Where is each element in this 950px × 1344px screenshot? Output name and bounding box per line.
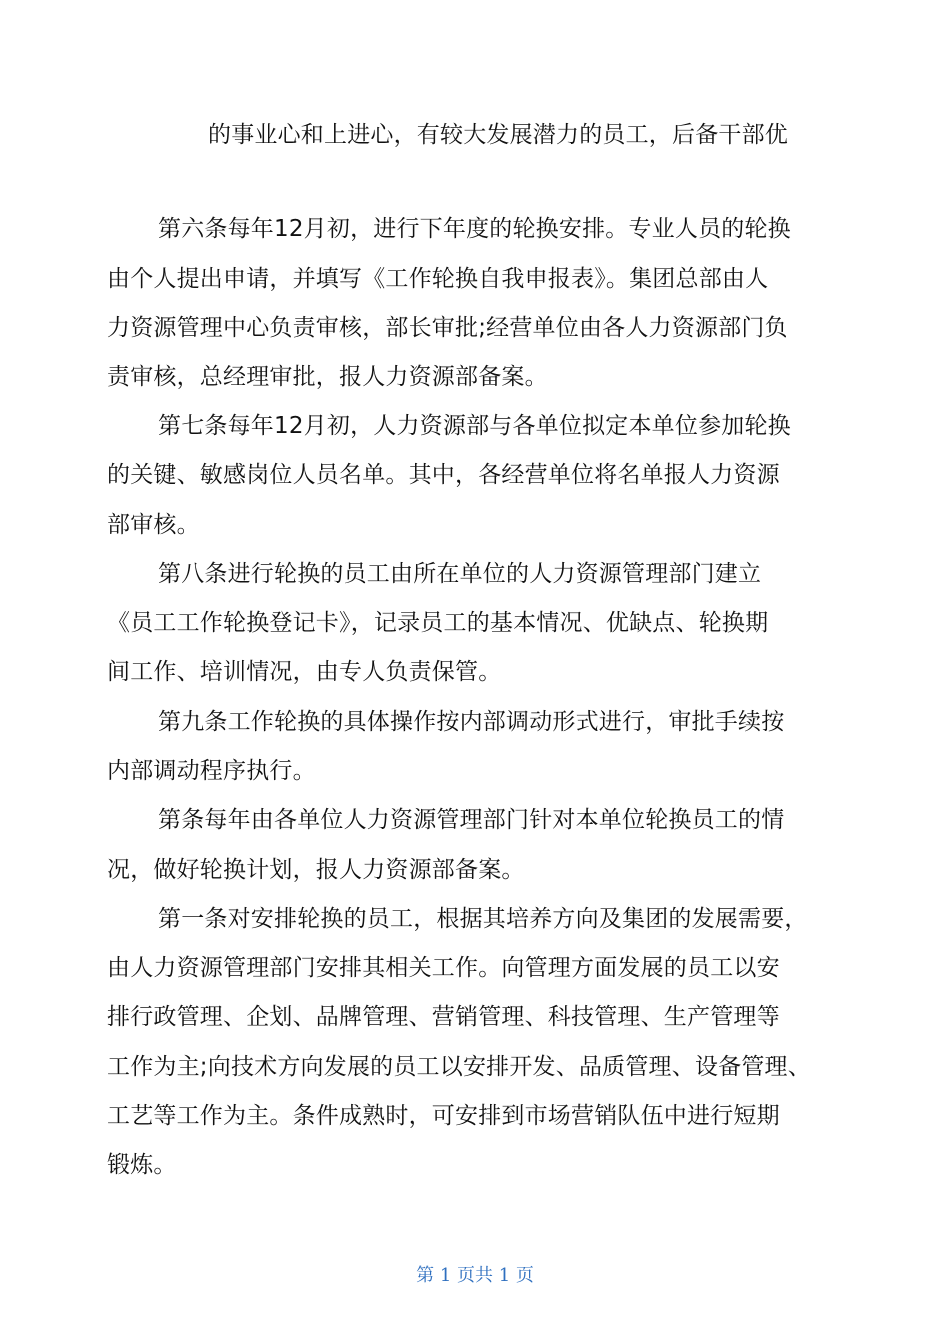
text-line: 的关键、敏感岗位人员名单。其中，各经营单位将名单报人力资源 — [107, 462, 780, 488]
text-line: 第九条工作轮换的具体操作按内部调动形式进行，审批手续按 — [158, 709, 785, 735]
text-line: 锻炼。 — [107, 1152, 177, 1178]
text-line: 第八条进行轮换的员工由所在单位的人力资源管理部门建立 — [158, 561, 762, 587]
page-number-footer: 第 1 页共 1 页 — [416, 1265, 534, 1286]
text-line: 况，做好轮换计划，报人力资源部备案。 — [107, 857, 525, 883]
text-line: 第六条每年12月初，进行下年度的轮换安排。专业人员的轮换 — [158, 216, 791, 242]
text-line: 内部调动程序执行。 — [107, 758, 316, 784]
text-line: 力资源管理中心负责审核，部长审批;经营单位由各人力资源部门负 — [107, 315, 788, 341]
text-line: 排行政管理、企划、品牌管理、营销管理、科技管理、生产管理等 — [107, 1004, 780, 1030]
text-line: 的事业心和上进心，有较大发展潜力的员工，后备干部优 — [208, 122, 788, 148]
text-line: 由人力资源管理部门安排其相关工作。向管理方面发展的员工以安 — [107, 955, 780, 981]
text-line: 工艺等工作为主。条件成熟时，可安排到市场营销队伍中进行短期 — [107, 1103, 780, 1129]
text-line: 第一条对安排轮换的员工，根据其培养方向及集团的发展需要， — [158, 906, 808, 932]
text-line: 《员工工作轮换登记卡》，记录员工的基本情况、优缺点、轮换期 — [107, 610, 769, 636]
text-line: 工作为主;向技术方向发展的员工以安排开发、品质管理、设备管理、 — [107, 1054, 811, 1080]
text-line: 第条每年由各单位人力资源管理部门针对本单位轮换员工的情 — [158, 807, 785, 833]
text-line: 责审核，总经理审批，报人力资源部备案。 — [107, 364, 548, 390]
text-line: 第七条每年12月初，人力资源部与各单位拟定本单位参加轮换 — [158, 413, 791, 439]
text-line: 由个人提出申请，并填写《工作轮换自我申报表》。集团总部由人 — [107, 266, 769, 292]
text-line: 部审核。 — [107, 512, 200, 538]
text-line: 间工作、培训情况，由专人负责保管。 — [107, 659, 502, 685]
